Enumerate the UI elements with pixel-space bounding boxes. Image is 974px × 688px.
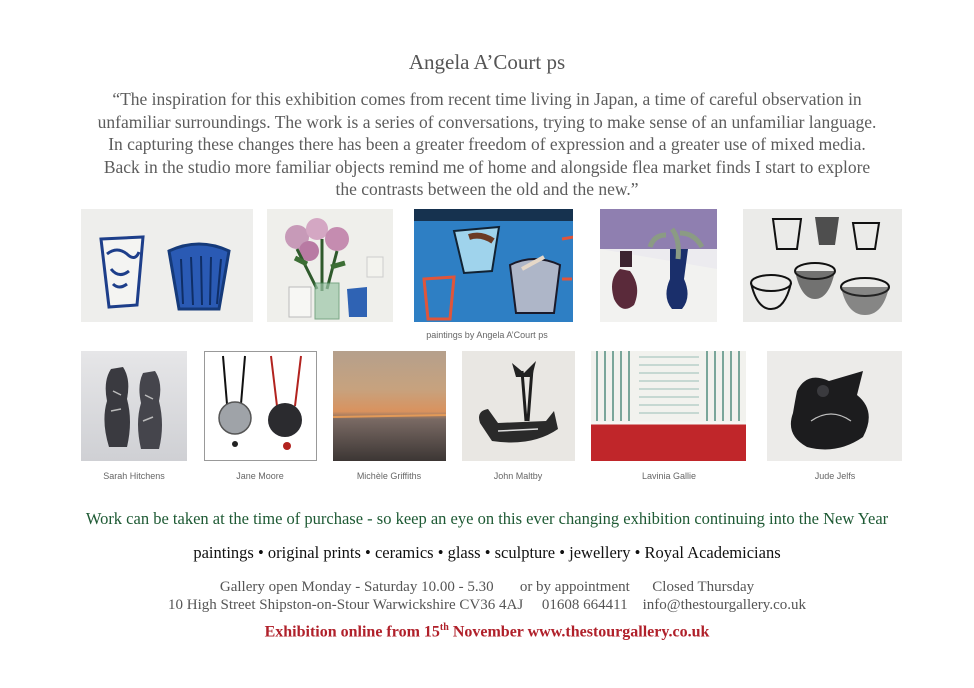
painting-black-bowls <box>743 209 902 322</box>
maker-label-jude-jelfs: Jude Jelfs <box>814 471 856 481</box>
paintings-caption: paintings by Angela A’Court ps <box>426 330 548 340</box>
artist-name: Angela A’Court ps <box>408 50 566 74</box>
maker-label-jane-moore: Jane Moore <box>236 471 284 481</box>
online-ordinal: th <box>439 622 449 633</box>
ceramic-john-maltby <box>462 351 575 461</box>
maker-label-john-maltby: John Maltby <box>493 471 543 481</box>
maker-label-lavinia-gallie: Lavinia Gallie <box>641 471 697 481</box>
quote-line: Back in the studio more familiar objects remind me of home and alongside flea market finds I start to explore <box>103 156 871 177</box>
purchase-notice: Work can be taken at the time of purchase - so keep an eye on this ever changing exhibition continuing into the New Year <box>85 509 889 528</box>
quote-line: the contrasts between the old and the new.” <box>335 179 639 200</box>
painting-michele-griffiths <box>333 351 446 461</box>
ceramic-jude-jelfs <box>767 351 902 461</box>
exhibition-online-link[interactable] <box>0 622 974 641</box>
gallery-hours: Gallery open Monday - Saturday 10.00 - 5.30 or by appointment Closed Thursday <box>219 579 755 595</box>
maker-label-sarah-hitchens: Sarah Hitchens <box>103 471 165 481</box>
maker-label-michele-griffiths: Michèle Griffiths <box>356 471 422 481</box>
painting-blue-jug <box>414 209 573 322</box>
sculpture-sarah-hitchens <box>81 351 187 461</box>
painting-vases-plant <box>600 209 717 322</box>
online-suffix: November www.thestourgallery.co.uk <box>448 623 710 641</box>
quote-line: In capturing these changes there has been a greater freedom of expression and a greater use of mixed media. <box>108 134 866 155</box>
jewellery-jane-moore <box>204 351 317 461</box>
painting-blue-pots <box>81 209 253 322</box>
painting-pink-flowers <box>267 209 393 322</box>
quote-line: unfamiliar surroundings. The work is a series of conversations, trying to make sense of an unfamiliar language. <box>97 111 877 132</box>
quote-line: “The inspiration for this exhibition comes from recent time living in Japan, a time of careful observation in <box>112 89 862 109</box>
gallery-address: 10 High Street Shipston-on-Stour Warwickshire CV36 4AJ 01608 664411 info@thestourgallery.co.uk <box>168 597 806 613</box>
artist-quote <box>50 88 924 201</box>
media-list: paintings • original prints • ceramics • glass • sculpture • jewellery • Royal Academicians <box>193 543 781 562</box>
online-prefix: Exhibition online from 15 <box>264 623 440 641</box>
print-lavinia-gallie <box>591 351 746 461</box>
